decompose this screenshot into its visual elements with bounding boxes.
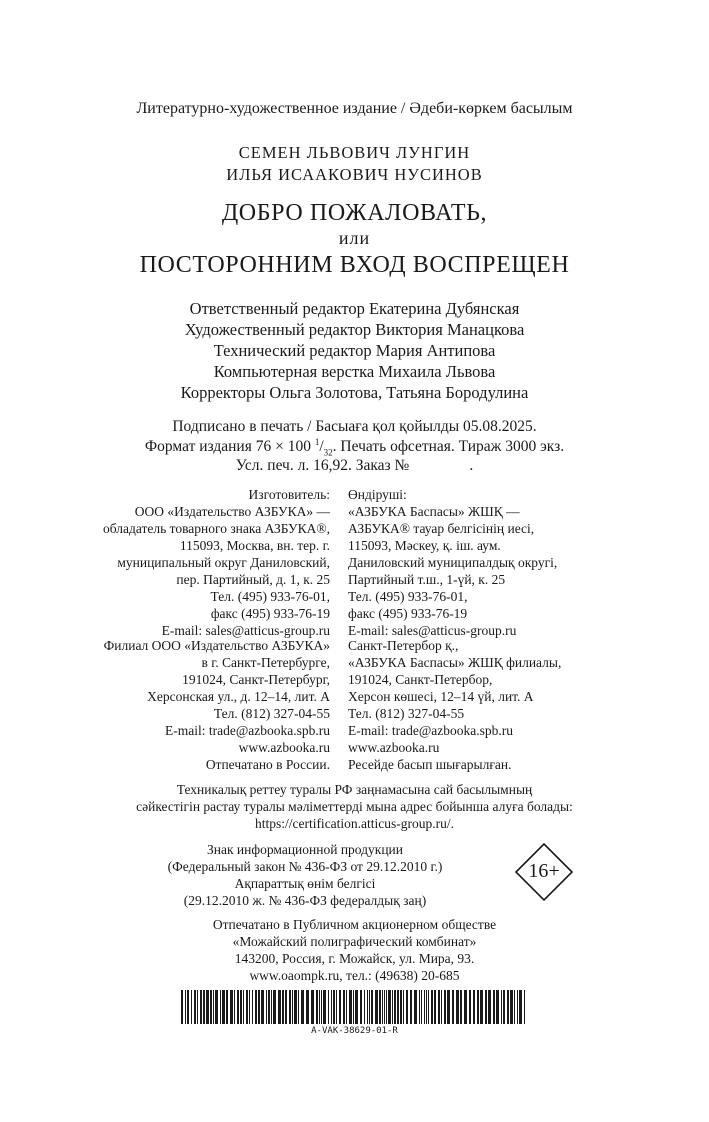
barcode-bar xyxy=(488,990,491,1024)
barcode-bar xyxy=(194,990,196,1024)
staff-line: Корректоры Ольга Золотова, Татьяна Бородулина xyxy=(180,383,529,402)
manufacturer-ru-line: факс (495) 933-76-19 xyxy=(210,606,330,621)
book-title-line-2: или xyxy=(338,228,371,248)
barcode-bar xyxy=(187,990,189,1024)
certification-line: сәйкестігін растау туралы мәліметтерді мына адрес бойынша алуға болады: xyxy=(136,799,573,814)
barcode-bar xyxy=(249,990,250,1024)
staff-line: Компьютерная верстка Михаила Львова xyxy=(213,362,496,381)
manufacturer-kz-line: АЗБУКА® тауар белгісінің иесі, xyxy=(348,521,535,536)
barcode-code: A-VAK-38629-01-R xyxy=(311,1026,398,1036)
printer-line: «Можайский полиграфический комбинат» xyxy=(232,934,477,949)
barcode-bar xyxy=(480,990,483,1024)
barcode-bar xyxy=(301,990,304,1024)
barcode-bar xyxy=(230,990,233,1024)
manufacturer-ru-email: E-mail: sales@atticus-group.ru xyxy=(161,623,330,638)
barcode-bar xyxy=(496,990,499,1024)
branch-kz-line: Санкт-Петербор қ., xyxy=(348,638,459,653)
manufacturer-ru-line: муниципальный округ Даниловский, xyxy=(117,555,330,570)
barcode-bar xyxy=(406,990,408,1024)
manufacturer-kz-line: Тел. (495) 933-76-01, xyxy=(348,589,468,604)
barcode-bar xyxy=(447,990,450,1024)
branch-ru-line: Херсонская ул., д. 12–14, лит. А xyxy=(147,689,330,704)
branch-ru xyxy=(104,637,330,739)
printer-line: www.oaompk.ru, тел.: (49638) 20-685 xyxy=(249,968,460,983)
signed-to-print: Подписано в печать / Басыаға қол қойылды 05.08.2025. xyxy=(172,418,537,435)
barcode-bar xyxy=(485,990,487,1024)
branch-kz-email: E-mail: trade@azbooka.spb.ru xyxy=(348,723,513,738)
barcode-bar xyxy=(507,990,509,1024)
barcode-bar xyxy=(431,990,433,1024)
barcode-bar xyxy=(266,990,267,1024)
barcode-bar xyxy=(371,990,373,1024)
barcode-bar xyxy=(220,990,221,1024)
barcode-bar xyxy=(336,990,337,1024)
branch-ru-line: 191024, Санкт-Петербург, xyxy=(182,672,330,687)
barcode-bar xyxy=(394,990,396,1024)
staff-line: Художественный редактор Виктория Манацкова xyxy=(184,320,525,339)
manufacturer-kz-line: факс (495) 933-76-19 xyxy=(348,606,468,621)
barcode-bar xyxy=(200,990,202,1024)
barcode-bar xyxy=(379,990,381,1024)
manufacturer-kz-line: Партийный т.ш., 1-үй, к. 25 xyxy=(348,572,506,587)
barcode-bar xyxy=(367,990,368,1024)
barcode-bar xyxy=(213,990,214,1024)
info-sign-line: (Федеральный закон № 436-ФЗ от 29.12.2010 г.) xyxy=(167,859,443,874)
manufacturer-kz-line: «АЗБУКА Баспасы» ЖШҚ — xyxy=(348,504,520,519)
info-sign-line: Ақпараттық өнім белгісі xyxy=(234,876,376,891)
web-ru xyxy=(206,739,330,773)
barcode-bar xyxy=(410,990,412,1024)
barcode-bar xyxy=(191,990,192,1024)
barcode-bar xyxy=(382,990,383,1024)
barcode-bar xyxy=(426,990,427,1024)
manufacturer-ru-line: пер. Партийный, д. 1, к. 25 xyxy=(176,572,330,587)
sheets-end: . xyxy=(469,457,474,474)
barcode-bar xyxy=(306,990,309,1024)
barcode-bar xyxy=(222,990,225,1024)
barcode-bar xyxy=(403,990,404,1024)
barcode-bar xyxy=(271,990,272,1024)
manufacturer-kz-line: 115093, Мәскеу, қ. іш. аум. xyxy=(348,538,501,553)
manufacturer-ru-line: ООО «Издательство АЗБУКА» — xyxy=(134,504,330,519)
barcode-bar xyxy=(333,990,335,1024)
branch-kz-line: Херсон көшесі, 12–14 үй, лит. А xyxy=(348,689,534,704)
author-2: ИЛЬЯ ИСААКОВИЧ НУСИНОВ xyxy=(226,165,483,184)
barcode-bar xyxy=(360,990,362,1024)
barcode-bar xyxy=(298,990,299,1024)
info-sign-line: Знак информационной продукции xyxy=(206,842,404,857)
staff-line: Технический редактор Мария Антипова xyxy=(213,341,496,360)
printed-in-russia: Отпечатано в России. xyxy=(205,757,330,772)
barcode-bar xyxy=(282,990,284,1024)
barcode-bar xyxy=(501,990,502,1024)
barcode-bar xyxy=(294,990,297,1024)
barcode-bar xyxy=(346,990,347,1024)
barcode-bar xyxy=(353,990,354,1024)
age-rating: 16+ xyxy=(528,860,560,882)
barcode-bar xyxy=(477,990,479,1024)
barcode-bar xyxy=(215,990,218,1024)
info-sign-line: (29.12.2010 ж. № 436-ФЗ федералдық заң) xyxy=(183,893,427,908)
format-denominator: 32 xyxy=(323,447,333,458)
printer-line: Отпечатано в Публичном акционерном обществе xyxy=(212,917,497,932)
barcode-bar xyxy=(428,990,429,1024)
barcode-bar xyxy=(252,990,253,1024)
barcode-bar xyxy=(493,990,495,1024)
barcode-bar xyxy=(343,990,345,1024)
barcode-bar xyxy=(197,990,198,1024)
sheets-line xyxy=(0,457,709,475)
barcode-bar xyxy=(388,990,391,1024)
barcode-bar xyxy=(321,990,322,1024)
manufacturer-ru-line: 115093, Москва, вн. тер. г. xyxy=(179,538,330,553)
manufacturer-ru-line: Тел. (495) 933-76-01, xyxy=(210,589,330,604)
barcode-bar xyxy=(419,990,420,1024)
barcode-bar xyxy=(519,990,522,1024)
manufacturer-kz-line: Даниловский муниципалдық округі, xyxy=(348,555,558,570)
barcode-bar xyxy=(473,990,475,1024)
barcode-bar xyxy=(316,990,318,1024)
barcode-bar xyxy=(438,990,440,1024)
barcode-bar xyxy=(323,990,326,1024)
staff-line: Ответственный редактор Екатерина Дубянская xyxy=(189,299,520,318)
format-prefix: Формат издания 76 × 100 xyxy=(144,438,315,456)
branch-ru-line: Филиал ООО «Издательство АЗБУКА» xyxy=(103,638,330,653)
branch-ru-line: Тел. (812) 327-04-55 xyxy=(213,706,330,721)
barcode-bar xyxy=(206,990,209,1024)
web-kz xyxy=(348,739,511,773)
barcode-bar xyxy=(421,990,422,1024)
barcode-bar xyxy=(285,990,287,1024)
sheets-text: Усл. печ. л. 16,92. Заказ № xyxy=(235,457,410,474)
barcode-bar xyxy=(355,990,358,1024)
barcode-bar xyxy=(243,990,244,1024)
barcode-bar xyxy=(268,990,270,1024)
barcode-bar xyxy=(255,990,257,1024)
edition-type: Литературно-художественное издание / Әдеби-көркем басылым xyxy=(136,100,573,117)
manufacturer-ru xyxy=(103,486,330,639)
certification-line: Техникалық реттеу туралы РФ заңнамасына сай басылымның xyxy=(176,782,533,797)
barcode-bar xyxy=(456,990,459,1024)
manufacturer-ru-line: обладатель товарного знака АЗБУКА®, xyxy=(102,521,330,536)
barcode-bar xyxy=(369,990,370,1024)
barcode-bar xyxy=(460,990,462,1024)
manufacturer-kz-line: Өндіруші: xyxy=(348,487,407,502)
branch-kz-line: 191024, Санкт-Петербор, xyxy=(348,672,493,687)
barcode-bar xyxy=(240,990,242,1024)
barcode-bar xyxy=(392,990,393,1024)
barcode-bar xyxy=(424,990,425,1024)
format-line: Формат издания 76 × 100 $^1/_{32}$. Печать офсетная. Тираж 3000 экз. xyxy=(144,437,565,458)
barcode-bar xyxy=(441,990,442,1024)
barcode-bar xyxy=(434,990,436,1024)
barcode-bar xyxy=(273,990,276,1024)
certification-url: https://certification.atticus-group.ru/. xyxy=(254,816,455,831)
barcode-bar xyxy=(234,990,235,1024)
format-numerator: 1 xyxy=(314,437,320,447)
format-suffix: . Печать офсетная. Тираж 3000 экз. xyxy=(332,438,565,456)
website-ru: www.azbooka.ru xyxy=(238,740,330,755)
barcode-bar xyxy=(289,990,291,1024)
barcode-bar xyxy=(258,990,260,1024)
barcode-bar xyxy=(261,990,264,1024)
manufacturer-kz-email: E-mail: sales@atticus-group.ru xyxy=(348,623,517,638)
barcode-bar xyxy=(328,990,329,1024)
branch-kz xyxy=(348,637,561,739)
barcode-bar xyxy=(349,990,352,1024)
barcode-bar xyxy=(384,990,385,1024)
barcode-bar xyxy=(181,990,183,1024)
barcode-bar xyxy=(246,990,248,1024)
book-title-line-3: ПОСТОРОННИМ ВХОД ВОСПРЕЩЕН xyxy=(139,252,570,278)
barcode-bar xyxy=(524,990,525,1024)
barcode-bar xyxy=(469,990,471,1024)
barcode-bar xyxy=(278,990,281,1024)
barcode-bar xyxy=(452,990,454,1024)
barcode-bar xyxy=(364,990,365,1024)
barcode-bar xyxy=(397,990,399,1024)
barcode-bar xyxy=(311,990,314,1024)
barcode-bar xyxy=(237,990,239,1024)
book-title-line-1: ДОБРО ПОЖАЛОВАТЬ, xyxy=(221,200,488,226)
printer-line: 143200, Россия, г. Можайск, ул. Мира, 93. xyxy=(234,951,475,966)
barcode-bar xyxy=(414,990,417,1024)
barcode-bar xyxy=(386,990,387,1024)
barcode-bar xyxy=(517,990,518,1024)
barcode-bar xyxy=(375,990,378,1024)
barcode-bar xyxy=(185,990,186,1024)
barcode-bar xyxy=(203,990,205,1024)
barcode-bar xyxy=(210,990,212,1024)
branch-ru-email: E-mail: trade@azbooka.spb.ru xyxy=(165,723,330,738)
barcode-bar xyxy=(331,990,332,1024)
barcode-bar xyxy=(510,990,513,1024)
branch-kz-line: «АЗБУКА Баспасы» ЖШҚ филиалы, xyxy=(348,655,562,670)
barcode-bar xyxy=(226,990,228,1024)
printed-in-russia-kz: Ресейде басып шығарылған. xyxy=(348,757,512,772)
barcode-bar xyxy=(514,990,515,1024)
barcode-bar xyxy=(339,990,341,1024)
barcode-bar xyxy=(444,990,446,1024)
branch-ru-line: в г. Санкт-Петербурге, xyxy=(201,655,330,670)
branch-kz-line: Тел. (812) 327-04-55 xyxy=(348,706,465,721)
barcode xyxy=(181,990,528,1024)
website-kz: www.azbooka.ru xyxy=(348,740,440,755)
author-1: СЕМЕН ЛЬВОВИЧ ЛУНГИН xyxy=(238,143,471,162)
barcode-bar xyxy=(464,990,467,1024)
barcode-bar xyxy=(503,990,505,1024)
manufacturer-ru-line: Изготовитель: xyxy=(248,487,330,502)
barcode-bar xyxy=(319,990,320,1024)
barcode-bar xyxy=(292,990,293,1024)
barcode-bar xyxy=(400,990,402,1024)
manufacturer-kz xyxy=(348,486,557,639)
